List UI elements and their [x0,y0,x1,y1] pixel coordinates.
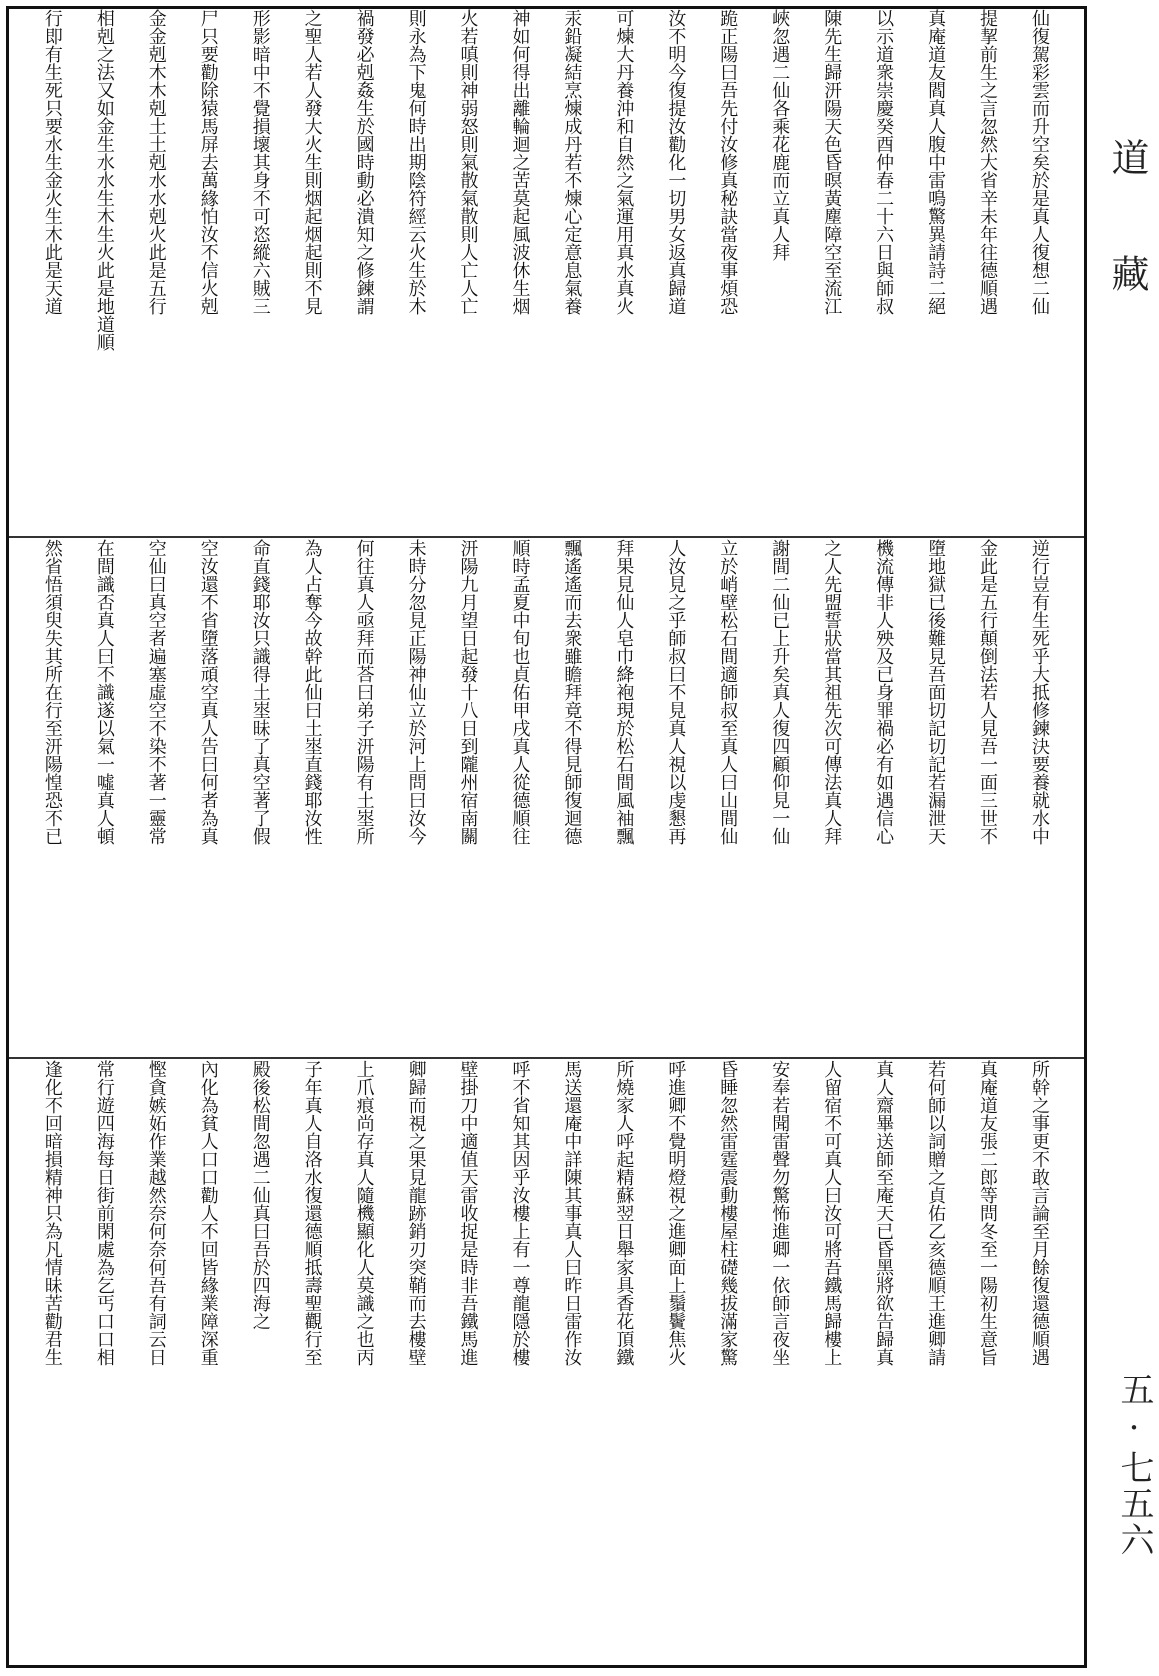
text-column: 謝間二仙已上升矣真人復四顧仰見一仙 [769,539,791,845]
text-column: 真庵道友閻真人腹中雷鳴驚異請詩二絕 [925,9,947,315]
text-column: 空汝還不省墮落頑空真人告曰何者為真 [197,539,219,845]
text-column: 命直錢耶汝只識得土埊昧了真空著了假 [249,539,271,845]
text-column: 則永為下鬼何時出期陰符經云火生於木 [405,9,427,315]
text-column: 真人齋畢送師至庵天已昏黑將欲告歸真 [873,1060,895,1366]
text-column: 人汝見之乎師叔曰不見真人視以虔懇再 [665,539,687,845]
text-column: 峽忽遇二仙各乘花鹿而立真人拜 [769,9,791,261]
text-column: 形影暗中不覺損壞其身不可恣縱六賊三 [249,9,271,315]
text-column: 何往真人亟拜而荅曰弟子汧陽有土埊所 [353,539,375,845]
text-column: 汧陽九月望日起發十八日到隴州宿南關 [457,539,479,845]
text-column: 順時孟夏中旬也貞佑甲戌真人從德順往 [509,539,531,845]
text-column: 馬送還庵中詳陳其事真人曰昨日雷作汝 [561,1060,583,1366]
text-column: 跪正陽曰吾先付汝修真秘訣當夜事煩恐 [717,9,739,315]
text-column: 逢化不回暗損精神只為凡情昧苦勸君生 [41,1060,63,1366]
text-column: 行即有生死只要水生金火生木此是天道 [41,9,63,315]
text-column: 金此是五行顛倒法若人見吾一面三世不 [977,539,999,845]
text-band-bottom [9,1060,1084,1660]
text-column: 機流傳非人殃及已身罪禍必有如遇信心 [873,539,895,845]
text-column: 汝不明今復提汝勸化一切男女返真歸道 [665,9,687,315]
text-column: 拜果見仙人皂巾絳袍現於松石間風袖飄 [613,539,635,845]
text-column: 可煉大丹養沖和自然之氣運用真水真火 [613,9,635,315]
text-column: 墮地獄已後難見吾面切記切記若漏泄天 [925,539,947,845]
text-column: 壁掛刀中適值天雷收捉是時非吾鐵馬進 [457,1060,479,1366]
text-column: 人留宿不可真人曰汝可將吾鐵馬歸樓上 [821,1060,843,1366]
text-column: 然省悟須臾失其所在行至汧陽惶恐不已 [41,539,63,845]
text-band-top [9,9,1084,534]
column-group [9,1060,1084,1660]
text-column: 真庵道友張二郎等問冬至一陽初生意旨 [977,1060,999,1366]
column-group [9,9,1084,534]
text-column: 空仙曰真空者遍塞虛空不染不著一靈常 [145,539,167,845]
text-column: 飄遙遙而去衆雖瞻拜竟不得見師復迴德 [561,539,583,845]
band-divider [9,536,1084,538]
text-column: 子年真人自洛水復還德順抵壽聖觀行至 [301,1060,323,1366]
text-column: 殿後松間忽遇二仙真曰吾於四海之 [249,1060,271,1330]
text-column: 若何師以詞贈之貞佑乙亥德順王進卿請 [925,1060,947,1366]
text-band-middle [9,539,1084,1054]
text-column: 立於峭壁松石間適師叔至真人曰山間仙 [717,539,739,845]
text-column: 汞鉛凝結烹煉成丹若不煉心定意息氣養 [561,9,583,315]
page-frame [6,6,1087,1668]
column-group [9,539,1084,1054]
text-column: 提挈前生之言忽然大省辛未年往德順遇 [977,9,999,315]
text-column: 呼不省知其因乎汝樓上有一尊龍隱於樓 [509,1060,531,1366]
text-column: 禍發必剋姦生於國時動必潰知之修鍊謂 [353,9,375,315]
text-column: 之人先盟誓狀當其祖先次可傳法真人拜 [821,539,843,845]
text-column: 陳先生歸汧陽天色昏暝黃塵障空至流江 [821,9,843,315]
text-column: 內化為貧人口口勸人不回皆緣業障深重 [197,1060,219,1366]
text-column: 逆行豈有生死乎大抵修鍊決要養就水中 [1029,539,1050,845]
text-column: 未時分忽見正陽神仙立於河上問曰汝今 [405,539,427,845]
text-column: 慳貪嫉妬作業越然奈何奈何吾有詞云日 [145,1060,167,1366]
text-column: 相剋之法又如金生水水生木生火此是地道順 [93,9,115,351]
text-column: 所燒家人呼起精蘇翌日舉家具香花頂鐵 [613,1060,635,1366]
text-column: 神如何得出離輪迴之苦莫起風波休生烟 [509,9,531,315]
text-column: 金金剋木木剋土土剋水水剋火此是五行 [145,9,167,315]
text-column: 在間識否真人曰不識遂以氣一噓真人頓 [93,539,115,845]
text-column: 為人占奪今故幹此仙曰土埊直錢耶汝性 [301,539,323,845]
text-column: 以示道衆崇慶癸酉仲春二十六日與師叔 [873,9,895,315]
text-column: 仙復駕彩雲而升空矣於是真人復想二仙 [1029,9,1050,315]
page-number: 五·七五六 [1114,1372,1154,1558]
text-column: 之聖人若人發大火生則烟起烟起則不見 [301,9,323,315]
band-divider [9,1057,1084,1059]
text-column: 火若嗔則神弱怒則氣散氣散則人亡人亡 [457,9,479,315]
text-column: 卿歸而視之果見龍跡銷刃突鞘而去樓壁 [405,1060,427,1366]
text-column: 昏睡忽然雷霆震動樓屋柱礎幾拔滿家驚 [717,1060,739,1366]
text-column: 安奉若聞雷聲勿驚怖進卿一依師言夜坐 [769,1060,791,1366]
text-column: 常行遊四海每日街前閑處為乞丐口口相 [93,1060,115,1366]
text-column: 尸只要勸除猿馬屏去萬緣怕汝不信火剋 [197,9,219,315]
text-column: 上爪痕尚存真人隨機顯化人莫識之也丙 [353,1060,375,1366]
text-column: 所幹之事更不敢言論至月餘復還德順遇 [1029,1060,1050,1366]
text-column: 呼進卿不覺明燈視之進卿面上鬚鬢焦火 [665,1060,687,1366]
side-title: 道藏 [1105,138,1149,370]
